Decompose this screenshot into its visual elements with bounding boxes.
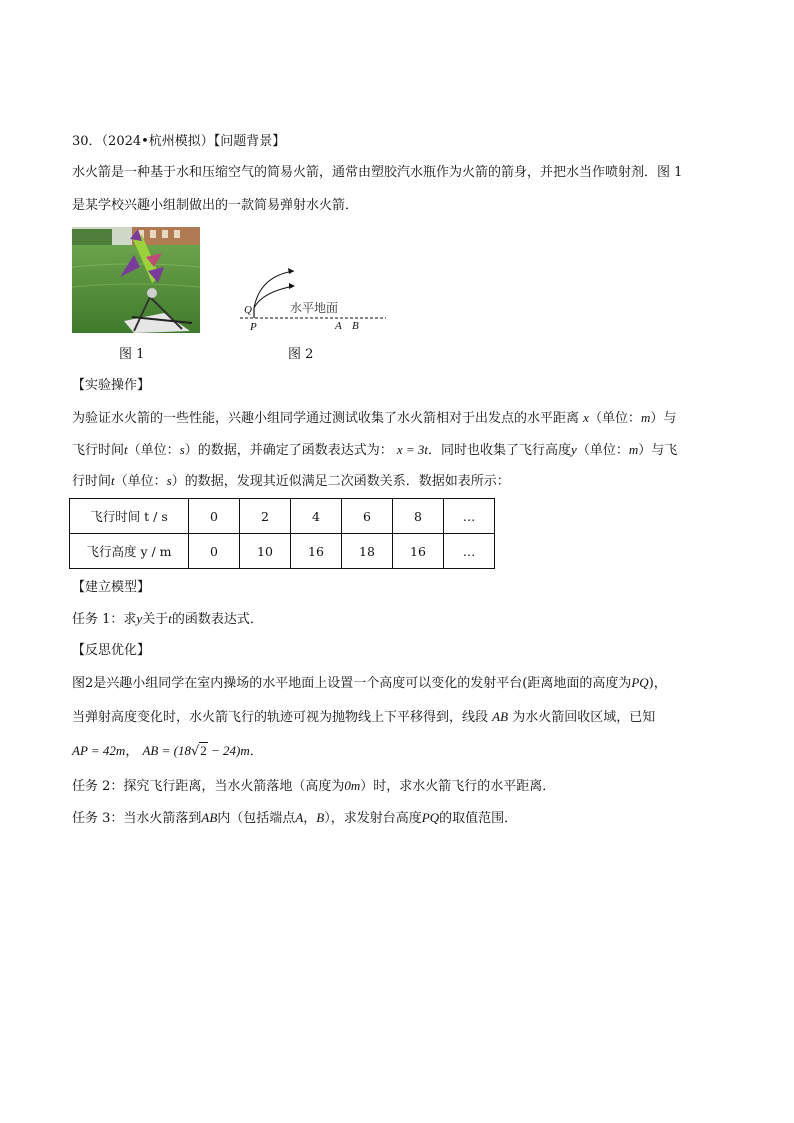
task3-sep: ， [303, 811, 317, 826]
value-0m: 0m [344, 778, 361, 793]
experiment-line-1 [72, 408, 732, 429]
reflection-line1-end: )， [648, 676, 667, 691]
experiment-line-3 [72, 471, 732, 492]
var-t: t [124, 442, 128, 457]
unit-s: s [179, 442, 185, 457]
trajectory-curve-lower [254, 286, 294, 308]
task-2 [72, 776, 732, 797]
reflection-line-1 [72, 673, 732, 694]
experiment-line1-end: ）与 [650, 411, 677, 426]
problem-header [72, 132, 732, 152]
var-ab: AB [492, 709, 509, 724]
unit-prefix: （单位： [576, 443, 629, 458]
point-p-label: P [250, 321, 257, 333]
table-cell: 0 [189, 499, 240, 534]
problem-number-source: 30．（2024•杭州模拟） [72, 134, 214, 149]
table-header-height: 飞行高度 y / m [70, 534, 189, 569]
trajectory-curve-upper [254, 271, 294, 308]
water-rocket-photo [72, 227, 200, 333]
experiment-line2-end: ）与飞 [638, 443, 678, 458]
var-pq: PQ [631, 675, 649, 690]
experiment-line-2 [72, 440, 732, 461]
section-background-heading: 【问题背景】 [213, 134, 286, 149]
table-cell: 8 [393, 499, 444, 534]
experiment-line3-text: 行时间 [72, 474, 112, 489]
unit-prefix: （单位： [114, 474, 167, 489]
var-pq: PQ [421, 810, 440, 825]
trajectory-arrow-upper [288, 268, 294, 274]
ground-label: 水平地面 [290, 301, 339, 315]
table-cell: 18 [342, 534, 393, 569]
task3-mid: 内（包括端点 [217, 811, 296, 826]
figure-1-caption: 图 1 [119, 347, 145, 362]
reflection-line2-end: 为水火箭回收区域，已知 [512, 710, 656, 725]
task3-text: 任务 3：当水火箭落到 [72, 811, 202, 826]
sqrt-radicand: 2 [200, 743, 207, 758]
task2-end: ）时，求水火箭飞行的水平距离． [360, 779, 556, 794]
trajectory-arrow-lower [289, 283, 295, 289]
unit-s: s [166, 473, 172, 488]
experiment-line2-text: 飞行时间 [72, 443, 125, 458]
table-cell: … [444, 534, 495, 569]
task2-text: 任务 2：探究飞行距离，当水火箭落地（高度为 [72, 779, 345, 794]
unit-prefix: （单位： [588, 411, 641, 426]
task3-end: 的取值范围． [439, 811, 518, 826]
var-t: t [111, 473, 115, 488]
var-x: x [583, 410, 589, 425]
task3-mid2: ），求发射台高度 [324, 811, 422, 826]
task1-end: 的函数表达式． [171, 612, 263, 627]
var-ab: AB [201, 810, 218, 825]
point-a: A [295, 810, 304, 825]
table-cell: 6 [342, 499, 393, 534]
reflection-heading: 【反思优化】 [72, 643, 151, 658]
experiment-line2-mid2: ．同时也收集了飞行高度 [428, 443, 572, 458]
reflection-line-3 [72, 741, 732, 762]
table-cell: 2 [240, 499, 291, 534]
experiment-heading: 【实验操作】 [72, 378, 151, 393]
point-b: B [316, 810, 325, 825]
table-cell: 16 [291, 534, 342, 569]
separator: ， [125, 744, 139, 759]
sqrt-symbol: √2 [190, 743, 207, 759]
task-1 [72, 609, 732, 630]
table-header-time: 飞行时间 t / s [70, 499, 189, 534]
formula-ab-left: AB = (18 [142, 743, 191, 758]
model-heading: 【建立模型】 [72, 580, 151, 595]
point-a-label: A [335, 320, 342, 332]
point-q-label: Q [244, 304, 252, 316]
reflection-line-2 [72, 707, 732, 728]
trajectory-diagram [238, 262, 388, 338]
formula-ap: AP = 42m [72, 743, 126, 758]
reflection-line2-text: 当弹射高度变化时，水火箭飞行的轨迹可视为抛物线上下平移得到，线段 [72, 710, 489, 725]
table-row-time [70, 499, 495, 534]
point-b-label: B [352, 320, 359, 332]
var-y: y [571, 442, 577, 457]
formula-ab-right: − 24)m [207, 743, 250, 758]
unit-m: m [640, 410, 651, 425]
table-cell: … [444, 499, 495, 534]
task-3 [72, 808, 732, 829]
reflection-line1-text: 图2是兴趣小组同学在室内操场的水平地面上设置一个高度可以变化的发射平台(距离地面的高度为 [72, 676, 632, 691]
experiment-line2-mid: ）的数据，并确定了函数表达式为： [184, 443, 393, 458]
var-t: t [168, 611, 172, 626]
intro-line-1: 水火箭是一种基于水和压缩空气的简易火箭，通常由塑胶汽水瓶作为火箭的箭身，并把水当作喷射剂．图 1 [72, 165, 683, 180]
table-cell: 0 [189, 534, 240, 569]
table-cell: 16 [393, 534, 444, 569]
unit-prefix: （单位： [127, 443, 180, 458]
var-y: y [136, 611, 143, 626]
table-cell: 4 [291, 499, 342, 534]
formula-x-3t: x = 3t [396, 442, 429, 457]
figure-2-caption: 图 2 [288, 347, 314, 362]
unit-m: m [628, 442, 639, 457]
task1-mid: 关于 [142, 612, 169, 627]
table-cell: 10 [240, 534, 291, 569]
experiment-line3-end: ）的数据，发现其近似满足二次函数关系．数据如表所示： [171, 474, 510, 489]
table-row-height [70, 534, 495, 569]
task1-text: 任务 1：求 [72, 612, 137, 627]
data-table [69, 498, 495, 569]
experiment-line1-text: 为验证水火箭的一些性能，兴趣小组同学通过测试收集了水火箭相对于出发点的水平距离 [72, 411, 580, 426]
line-end: ． [249, 744, 263, 759]
intro-line-2: 是某学校兴趣小组制做出的一款简易弹射水火箭． [72, 198, 359, 213]
